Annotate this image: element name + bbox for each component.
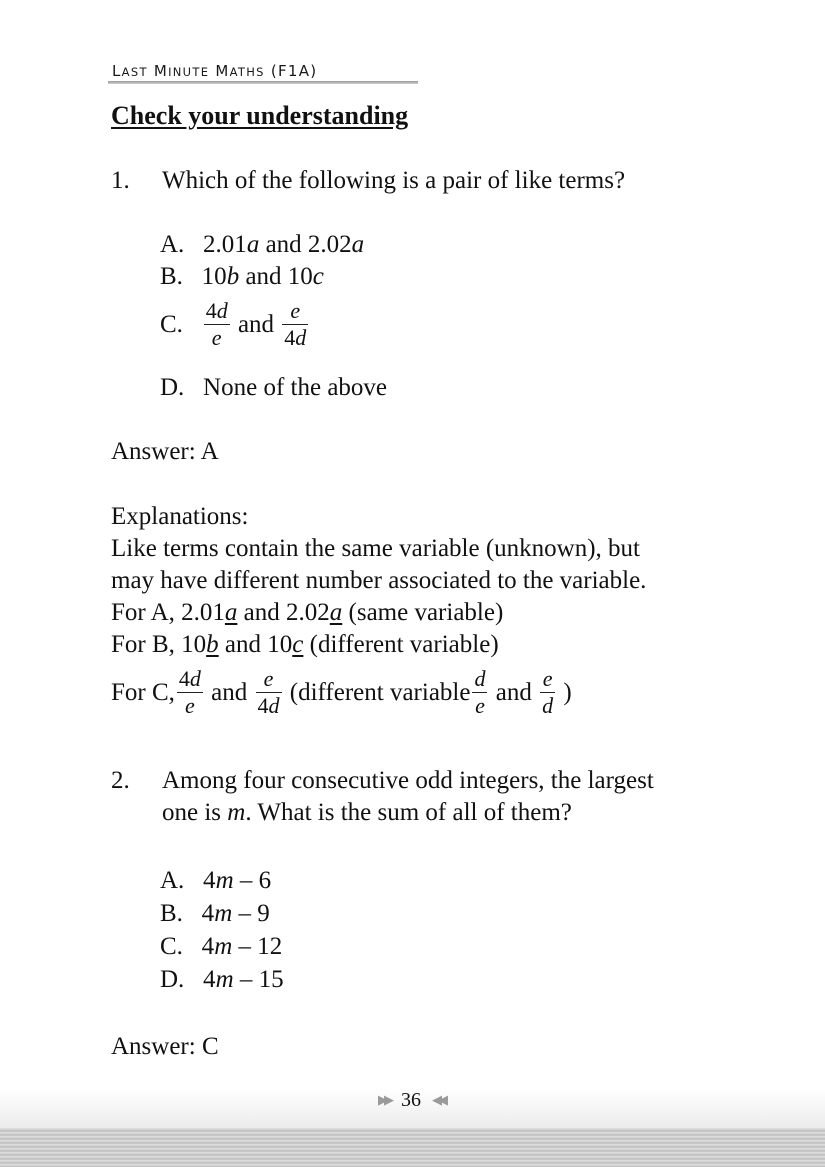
q1-option-d: D. None of the above xyxy=(160,374,388,401)
page-number xyxy=(378,1089,444,1112)
explanation-heading: Explanations: xyxy=(111,503,249,530)
q2-answer: Answer: C xyxy=(111,1033,219,1060)
section-title: Check your understanding xyxy=(111,101,409,130)
q2-option-c: C. 4m – 12 xyxy=(160,933,283,960)
question-2-text-line-1: Among four consecutive odd integers, the largest xyxy=(162,767,654,794)
explanation-line-1: Like terms contain the same variable (unknown), but xyxy=(111,535,641,562)
footer-band xyxy=(0,1128,825,1167)
question-1-text: Which of the following is a pair of like terms? xyxy=(162,167,626,194)
q1-answer: Answer: A xyxy=(111,438,219,465)
q2-option-a: A. 4m – 6 xyxy=(160,867,272,894)
q1-option-a: A. 2.01a and 2.02a xyxy=(160,231,365,258)
explanation-line-2: may have different number associated to the variable. xyxy=(111,567,647,594)
running-header xyxy=(112,62,317,80)
q2-option-b: B. 4m – 9 xyxy=(160,900,270,927)
question-1-number: 1. xyxy=(111,167,130,194)
q1-option-c: C. $\frac{4d}{e}$ and $\frac{e}{4d}$ xyxy=(160,298,307,350)
explanation-for-b: For B, 10b and 10c (different variable) xyxy=(111,631,499,658)
header-rule xyxy=(108,81,418,84)
explanation-for-c: For C, $\frac{4d}{e}$ and $\frac{e}{4d}$ (different variable $\frac{d}{e}$ and $\frac{e}{d}$ ) xyxy=(111,666,572,718)
header-title: LAST MINUTE MATHS (F1A) xyxy=(112,62,318,80)
question-2-number: 2. xyxy=(111,767,130,794)
arrow-left-double-icon: ◀◀ xyxy=(432,1092,444,1107)
arrow-right-double-icon: ▶▶ xyxy=(378,1092,390,1107)
q2-option-d: D. 4m – 15 xyxy=(160,966,284,993)
explanation-for-a: For A, 2.01a and 2.02a (same variable) xyxy=(111,599,504,626)
q1-option-b: B. 10b and 10c xyxy=(160,263,324,290)
page-number-text: 36 xyxy=(401,1089,421,1111)
question-2-text-line-2: one is m. What is the sum of all of them? xyxy=(162,799,572,826)
